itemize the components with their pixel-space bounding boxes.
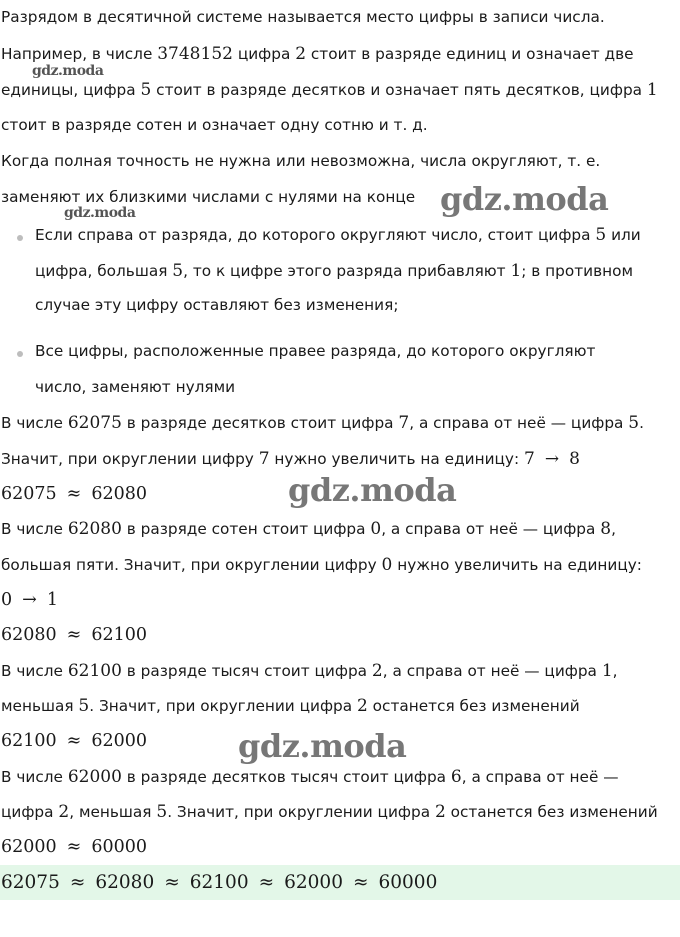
answer-chain: 62075 ≈ 62080 ≈ 62100 ≈ 62000 ≈ 60000 [1,872,438,893]
watermark: gdz.moda [288,471,457,509]
definition-line: Разрядом в десятичной системе называется место цифры в записи числа. [1,8,605,26]
step-2-equation: 62080 ≈ 62100 [1,625,148,645]
step-3-equation: 62100 ≈ 62000 [1,731,148,751]
example-line-2: единицы, цифра 5 стоит в разряде десятков и означает пять десятков, цифра 1 [1,80,658,100]
watermark: gdz.moda [238,727,407,765]
rule-1-line-2: цифра, большая 5, то к цифре этого разряда прибавляют 1; в противном [35,261,634,281]
rounding-intro-line-2: заменяют их близкими числами с нулями на конце [1,188,416,206]
step-3-line-2: меньшая 5. Значит, при округлении цифра 2 останется без изменений [1,696,580,716]
rule-1-line-1: Если справа от разряда, до которого округляют число, стоит цифра 5 или [35,225,641,245]
example-line-1: Например, в числе 3748152 цифра 2 стоит в разряде единиц и означает две [1,44,634,64]
step-1-line-2: Значит, при округлении цифру 7 нужно увеличить на единицу: 7 → 8 [1,449,580,469]
step-4-line-1: В числе 62000 в разряде десятков тысяч стоит цифра 6, а справа от неё — [1,767,619,787]
bullet-icon [17,235,23,241]
bullet-icon [17,351,23,357]
step-2-line-2: большая пяти. Значит, при округлении цифру 0 нужно увеличить на единицу: [1,555,642,575]
step-3-line-1: В числе 62100 в разряде тысяч стоит цифра 2, а справа от неё — цифра 1, [1,661,618,681]
rule-1-line-3: случае эту цифру оставляют без изменения; [35,296,399,314]
step-4-equation: 62000 ≈ 60000 [1,837,148,857]
rounding-intro-line-1: Когда полная точность не нужна или невозможна, числа округляют, т. е. [1,152,601,170]
rule-2-line-1: Все цифры, расположенные правее разряда, до которого округляют [35,342,596,360]
watermark: gdz.moda [64,205,136,221]
rule-2-line-2: число, заменяют нулями [35,378,236,396]
example-line-3: стоит в разряде сотен и означает одну сотню и т. д. [1,116,428,134]
step-1-equation: 62075 ≈ 62080 [1,484,148,504]
step-1-line-1: В числе 62075 в разряде десятков стоит цифра 7, а справа от неё — цифра 5. [1,413,644,433]
step-2-line-1: В числе 62080 в разряде сотен стоит цифра 0, а справа от неё — цифра 8, [1,519,616,539]
step-4-line-2: цифра 2, меньшая 5. Значит, при округлении цифра 2 останется без изменений [1,802,658,822]
answer-box [0,865,680,900]
watermark: gdz.moda [32,63,104,79]
watermark: gdz.moda [440,180,609,218]
step-2-digit-change: 0 → 1 [1,590,58,610]
